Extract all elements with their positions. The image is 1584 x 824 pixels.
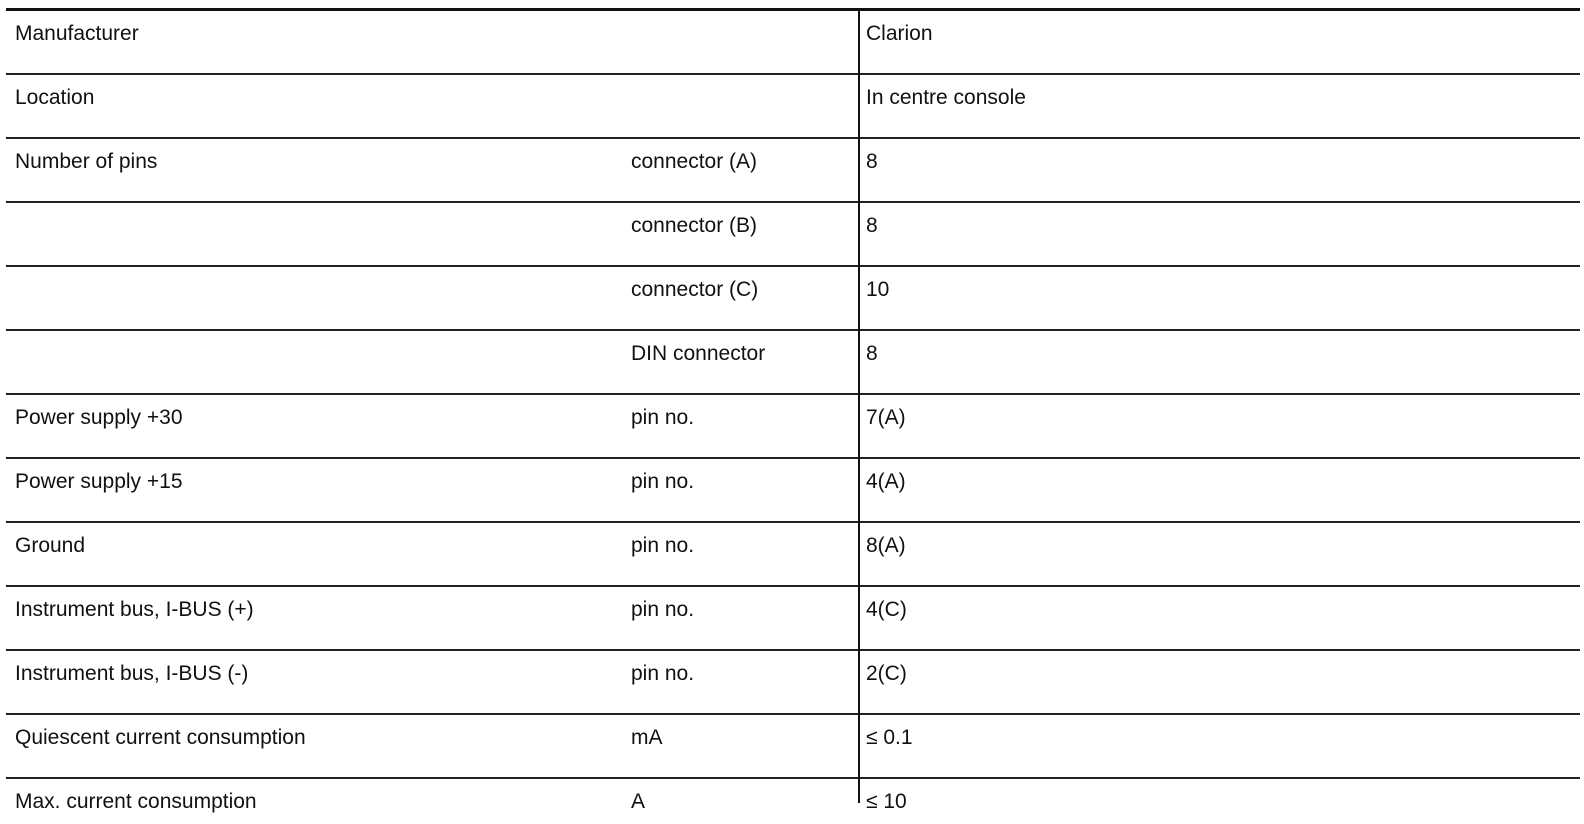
- table-row: [6, 651, 1580, 715]
- row-unit: connector (C): [631, 278, 759, 301]
- table-row: [6, 587, 1580, 651]
- table-row: [6, 75, 1580, 139]
- table-row: [6, 459, 1580, 523]
- row-label: Quiescent current consumption: [15, 726, 306, 749]
- row-value: ≤ 10: [866, 790, 907, 813]
- row-label: Power supply +30: [15, 406, 183, 429]
- row-value: Clarion: [866, 22, 933, 45]
- row-value: 10: [866, 278, 890, 301]
- column-divider: [858, 8, 860, 803]
- row-label: Instrument bus, I-BUS (-): [15, 662, 249, 685]
- row-unit: mA: [631, 726, 663, 749]
- row-unit: connector (A): [631, 150, 758, 173]
- row-value: In centre console: [866, 86, 1026, 109]
- row-unit: pin no.: [631, 598, 695, 621]
- table-row: [6, 203, 1580, 267]
- table-row: [6, 267, 1580, 331]
- row-value: 8: [866, 214, 878, 237]
- row-value: 8: [866, 342, 878, 365]
- row-value: 4(C): [866, 598, 907, 621]
- table-row: [6, 395, 1580, 459]
- table-row: [6, 779, 1580, 813]
- row-label: Power supply +15: [15, 470, 183, 493]
- row-unit: pin no.: [631, 470, 695, 493]
- row-unit: DIN connector: [631, 342, 766, 365]
- table-row: [6, 11, 1580, 75]
- table-row: [6, 523, 1580, 587]
- row-label: Instrument bus, I-BUS (+): [15, 598, 254, 621]
- row-unit: connector (B): [631, 214, 758, 237]
- row-unit: A: [631, 790, 646, 813]
- row-label: Ground: [15, 534, 86, 557]
- row-value: 8: [866, 150, 878, 173]
- table-row: [6, 139, 1580, 203]
- row-unit: pin no.: [631, 662, 695, 685]
- row-value: 4(A): [866, 470, 906, 493]
- spec-table: [6, 8, 1580, 813]
- table-row: [6, 715, 1580, 779]
- row-value: 2(C): [866, 662, 907, 685]
- row-value: 8(A): [866, 534, 906, 557]
- table-row: [6, 331, 1580, 395]
- row-unit: pin no.: [631, 406, 695, 429]
- row-label: Max. current consumption: [15, 790, 257, 813]
- row-value: 7(A): [866, 406, 906, 429]
- row-label: Manufacturer: [15, 22, 139, 45]
- row-value: ≤ 0.1: [866, 726, 913, 749]
- row-label: Location: [15, 86, 95, 109]
- row-label: Number of pins: [15, 150, 158, 173]
- row-unit: pin no.: [631, 534, 695, 557]
